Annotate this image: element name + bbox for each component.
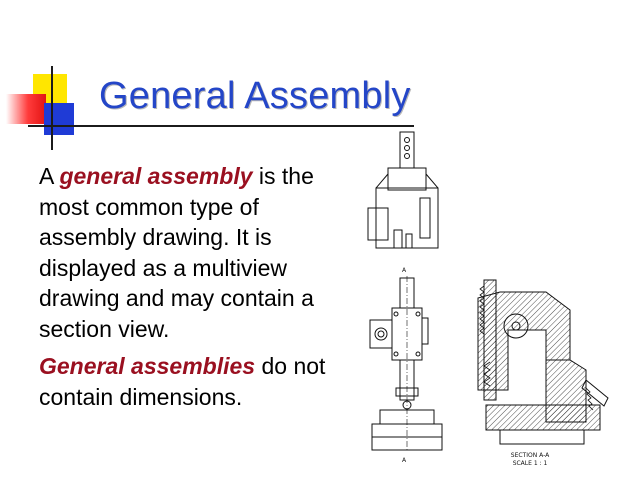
paragraph-2-rest: do not contain dimensions. bbox=[39, 353, 326, 410]
body-text bbox=[39, 161, 359, 419]
paragraph-1-rest: is the most common type of assembly drawing. It is displayed as a multiview drawing and may contain a section view. bbox=[39, 163, 314, 342]
assembly-drawing bbox=[350, 130, 630, 470]
paragraph-1-start: A bbox=[39, 163, 60, 189]
logo-red-square bbox=[6, 94, 46, 124]
section-caption-title: SECTION A-A bbox=[510, 452, 550, 459]
term-general-assemblies: General assemblies bbox=[39, 353, 256, 379]
logo-vertical-line bbox=[51, 66, 53, 150]
paragraph-1 bbox=[39, 161, 359, 344]
paragraph-2 bbox=[39, 351, 359, 412]
front-view bbox=[370, 276, 442, 452]
top-view bbox=[368, 132, 438, 248]
section-caption bbox=[500, 452, 560, 468]
section-label-bottom: A bbox=[402, 457, 407, 464]
assembly-drawing-svg bbox=[350, 130, 630, 470]
section-caption-scale: SCALE 1 : 1 bbox=[512, 460, 548, 467]
term-general-assembly: general assembly bbox=[59, 163, 253, 189]
section-label-top: A bbox=[402, 267, 407, 274]
slide-title: General Assembly bbox=[99, 75, 411, 117]
logo-blue-square bbox=[44, 103, 74, 135]
title-underline bbox=[28, 125, 414, 127]
section-view bbox=[478, 280, 608, 444]
